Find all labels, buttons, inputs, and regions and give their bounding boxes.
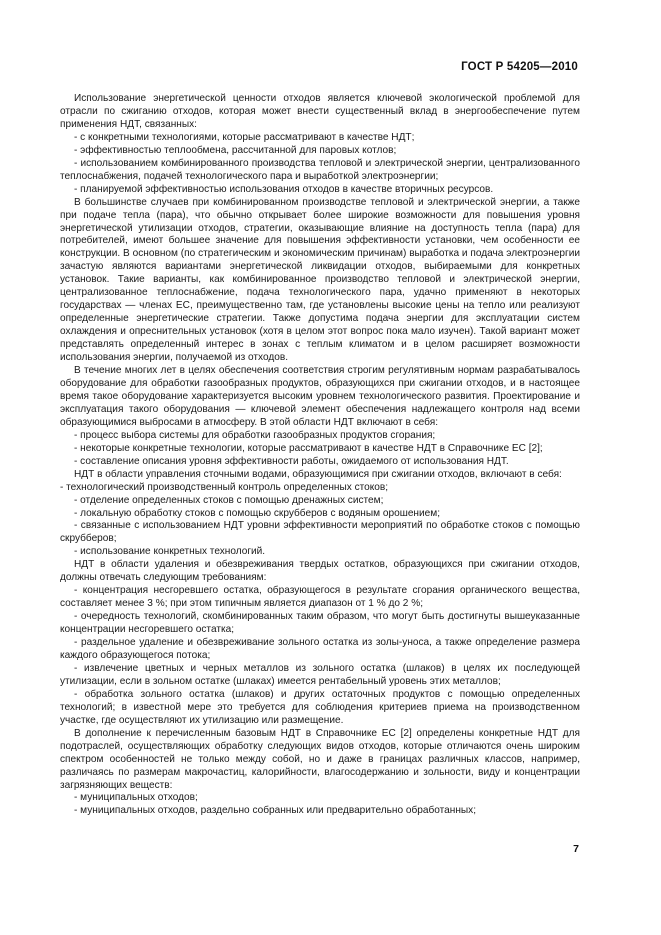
list-item: - планируемой эффективностью использования отходов в качестве вторичных ресурсов. bbox=[74, 183, 494, 195]
document-header: ГОСТ Р 54205—2010 bbox=[461, 61, 578, 73]
list-item: - процесс выбора системы для обработки газообразных продуктов сгорания; bbox=[74, 429, 436, 441]
list-item: - эффективностью теплообмена, рассчитанной для паровых котлов; bbox=[74, 144, 397, 156]
list-item: - связанные с использованием НДТ уровни эффективности мероприятий по обработке стоков с помощью скрубберов; bbox=[60, 520, 580, 545]
list-item: - с конкретными технологиями, которые рассматривают в качестве НДТ; bbox=[74, 131, 415, 143]
list-item: - извлечение цветных и черных металлов из зольного остатка (шлаков) в целях их последующей утилизации, если в зольном остатке (шлаках) имеется рентабельный уровень этих металлов; bbox=[60, 662, 580, 687]
list-item: - очередность технологий, скомбинированных таким образом, что могут быть достигнуты вышеуказанные концентрации несгоревшего остатка; bbox=[60, 611, 580, 636]
paragraph: В течение многих лет в целях обеспечения соответствия строгим регулятивным нормам разрабатывалось оборудование для обработки газообразных продуктов, образующихся при сжигании отходов, и в настоящее время такое оборудование характеризуется высоким уровнем технологического развития. Проектирование и эксплуатация такого оборудования — ключевой элемент обеспечения надлежащего контроля над всеми образующимися выбросами в атмосферу. В этой области НДТ включают в себя: bbox=[60, 365, 580, 428]
list-item: - муниципальных отходов; bbox=[74, 792, 198, 804]
list-item: - раздельное удаление и обезвреживание зольного остатка из золы-уноса, а также определение размера каждого образующегося потока; bbox=[60, 637, 580, 661]
paragraph: Использование энергетической ценности отходов является ключевой экологической проблемой для отрасли по сжиганию отходов, которая может внести существенный вклад в энергообеспечение путем применения НДТ, связанных: bbox=[60, 93, 580, 130]
list-item: - отделение определенных стоков с помощью дренажных систем; bbox=[74, 494, 384, 506]
list-item: - обработка зольного остатка (шлаков) и других остаточных продуктов с помощью определенных технологий; в известной мере это требуется для соблюдения критериев приема на производственном участке, где осуществляют их утилизацию или размещение. bbox=[60, 688, 580, 726]
list-item: - муниципальных отходов, раздельно собранных или предварительно обработанных; bbox=[74, 805, 477, 817]
paragraph: НДТ в области управления сточными водами, образующимися при сжигании отходов, включают в себя: bbox=[74, 468, 562, 480]
paragraph: В дополнение к перечисленным базовым НДТ в Справочнике ЕС [2] определены конкретные НДТ для подотраслей, осуществляющих обработку следующих видов отходов, которые отличаются очень широким спектром особенностей не только между собой, но и даже в границах различных классов, например, различаясь по размерам макрочастиц, калорийности, влагосодержанию и зольности, виду и концентрации загрязняющих веществ: bbox=[60, 727, 580, 791]
list-item: - использование конкретных технологий. bbox=[74, 546, 266, 558]
list-item: - некоторые конкретные технологии, которые рассматривают в качестве НДТ в Справочнике ЕС [2]; bbox=[74, 442, 543, 454]
paragraph: НДТ в области удаления и обезвреживания твердых остатков, образующихся при сжигании отходов, должны отвечать следующим требованиям: bbox=[60, 559, 580, 584]
list-item: - составление описания уровня эффективности работы, ожидаемого от использования НДТ. bbox=[74, 455, 509, 467]
page-number: 7 bbox=[573, 843, 579, 855]
list-item: - использованием комбинированного производства тепловой и электрической энергии, централизованного теплоснабжения, подачей технологического пара и выработкой электроэнергии; bbox=[60, 157, 580, 182]
list-item: - локальную обработку стоков с помощью скрубберов с водяным орошением; bbox=[74, 507, 441, 519]
paragraph: В большинстве случаев при комбинированном производстве тепловой и электрической энергии, а также при подаче тепла (пара), что обычно открывает более широкие возможности для повышения уровня энергетической утилизации отходов, стратегии, оказывающие влияние на доступность тепла (пара) для потребителей, имеют большее значение для повышения эффективности установки, чем особенности ее конструкции. В основном (по стратегическим и экономическим причинам) выработка и подача электроэнергии зачастую являются вариантами энергетической ликвидации отходов, выбираемыми для конкретных установок. Такие варианты, как комбинированное производство тепловой и электрической энергии, централизованное теплоснабжение, подача технологического пара, удачно применяют в некоторых государствах — членах ЕС, преимущественно там, где установлены высокие цены на тепло или реализуют определенные энергетические стратегии. Также допустима подача энергии для эксплуатации систем охлаждения и опреснительных установок (хотя в целом этот вопрос пока мало изучен). Такой вариант может представлять определенный интерес в зонах с теплым климатом и в целом расширяет возможности использования энергии, получаемой из отходов. bbox=[60, 196, 580, 364]
body-text bbox=[60, 93, 580, 818]
list-item: - технологический производственный контроль определенных стоков; bbox=[60, 481, 389, 493]
list-item: - концентрация несгоревшего остатка, образующегося в результате сгорания органического вещества, составляет менее 3 %; при этом типичным является диапазон от 1 % до 2 %; bbox=[60, 585, 580, 610]
